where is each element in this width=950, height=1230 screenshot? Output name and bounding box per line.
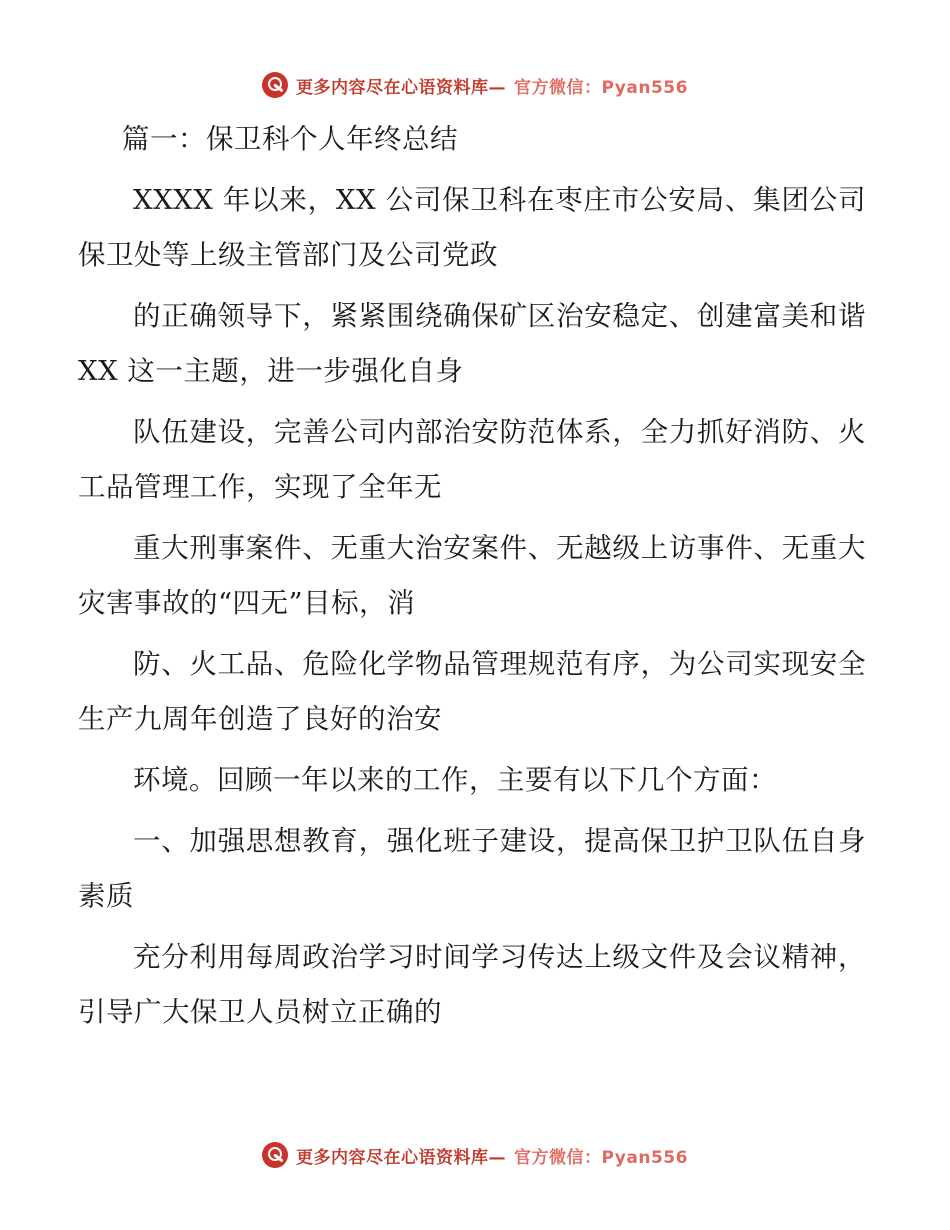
document-paragraph: XXXX 年以来，XX 公司保卫科在枣庄市公安局、集团公司保卫处等上级主管部门及公司党政 bbox=[78, 184, 866, 271]
document-content bbox=[0, 112, 950, 1230]
watermark-footer bbox=[0, 1142, 950, 1168]
document-paragraph: 篇一：保卫科个人年终总结 bbox=[122, 123, 458, 155]
watermark-sub-text: 官方微信：Pyan556 bbox=[514, 77, 688, 98]
magnifier-circle-icon bbox=[262, 1142, 288, 1168]
document-paragraph: 一、加强思想教育，强化班子建设，提高保卫护卫队伍自身素质 bbox=[78, 825, 866, 912]
watermark-main-text: 更多内容尽在心语资料库— bbox=[296, 1147, 507, 1168]
document-paragraph: 环境。回顾一年以来的工作，主要有以下几个方面： bbox=[133, 764, 777, 796]
document-paragraph: 的正确领导下，紧紧围绕确保矿区治安稳定、创建富美和谐 XX 这一主题，进一步强化自身 bbox=[78, 300, 866, 387]
watermark-sub-text: 官方微信：Pyan556 bbox=[514, 1147, 688, 1168]
document-paragraph: 重大刑事案件、无重大治安案件、无越级上访事件、无重大灾害事故的“四无”目标，消 bbox=[78, 532, 866, 619]
magnifier-circle-icon bbox=[262, 72, 288, 98]
document-paragraph: 队伍建设，完善公司内部治安防范体系，全力抓好消防、火工品管理工作，实现了全年无 bbox=[78, 416, 866, 503]
watermark-main-text: 更多内容尽在心语资料库— bbox=[296, 77, 507, 98]
document-paragraph: 充分利用每周政治学习时间学习传达上级文件及会议精神，引导广大保卫人员树立正确的 bbox=[78, 941, 866, 1028]
watermark-header bbox=[0, 72, 950, 98]
document-paragraph: 防、火工品、危险化学物品管理规范有序，为公司实现安全生产九周年创造了良好的治安 bbox=[78, 648, 866, 735]
